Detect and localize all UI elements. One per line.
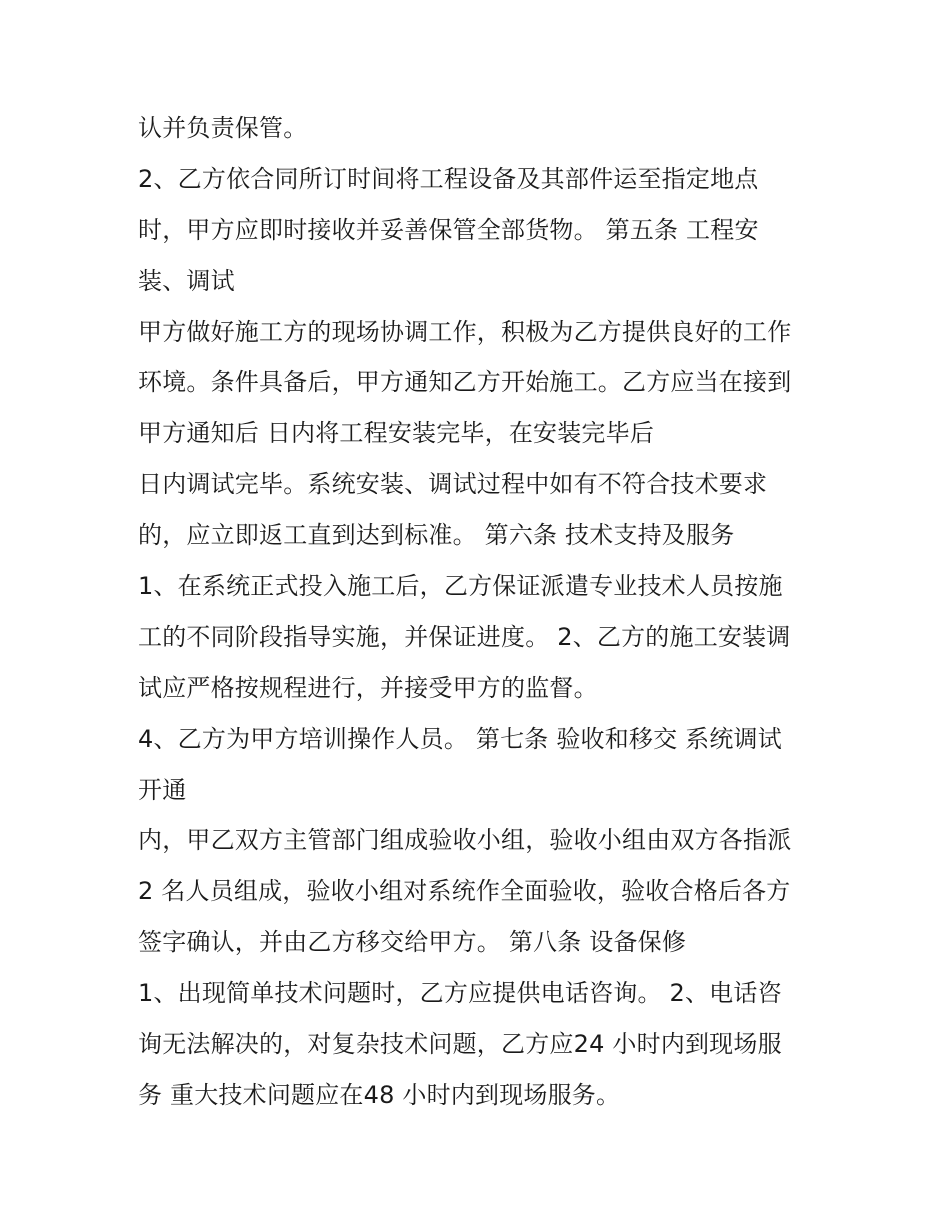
text-line: 的，应立即返工直到达到标准。 第六条 技术支持及服务 <box>138 521 735 550</box>
text-line: 装、调试 <box>138 266 235 295</box>
text-line: 询无法解决的，对复杂技术问题，乙方应24 小时内到现场服 <box>138 1030 782 1059</box>
text-line: 认并负责保管。 <box>138 114 308 142</box>
text-line: 时，甲方应即时接收并妥善保管全部货物。 第五条 工程安 <box>138 215 759 244</box>
text-line: 内，甲乙双方主管部门组成验收小组，验收小组由双方各指派 <box>138 826 792 855</box>
text-line: 2、乙方依合同所订时间将工程设备及其部件运至指定地点 <box>138 164 759 193</box>
text-line: 试应严格按规程进行，并接受甲方的监督。 <box>138 673 598 702</box>
text-line: 1、出现简单技术问题时，乙方应提供电话咨询。 2、电话咨 <box>138 979 782 1008</box>
text-line: 工的不同阶段指导实施，并保证进度。 2、乙方的施工安装调 <box>138 622 791 651</box>
text-line: 4、乙方为甲方培训操作人员。 第七条 验收和移交 系统调试 <box>138 724 782 753</box>
text-line: 甲方通知后 日内将工程安装完毕，在安装完毕后 <box>138 419 655 448</box>
text-line: 签字确认，并由乙方移交给甲方。 第八条 设备保修 <box>138 928 687 957</box>
text-line: 2 名人员组成，验收小组对系统作全面验收，验收合格后各方 <box>138 877 791 906</box>
text-line: 开通 <box>138 775 187 804</box>
text-line: 1、在系统正式投入施工后，乙方保证派遣专业技术人员按施 <box>138 572 783 601</box>
text-line: 甲方做好施工方的现场协调工作，积极为乙方提供良好的工作 <box>138 317 792 346</box>
text-line: 环境。条件具备后，甲方通知乙方开始施工。乙方应当在接到 <box>138 368 792 397</box>
text-line: 务 重大技术问题应在48 小时内到现场服务。 <box>138 1080 621 1109</box>
text-line: 日内调试完毕。系统安装、调试过程中如有不符合技术要求 <box>138 470 768 499</box>
contract-text <box>138 107 838 1125</box>
